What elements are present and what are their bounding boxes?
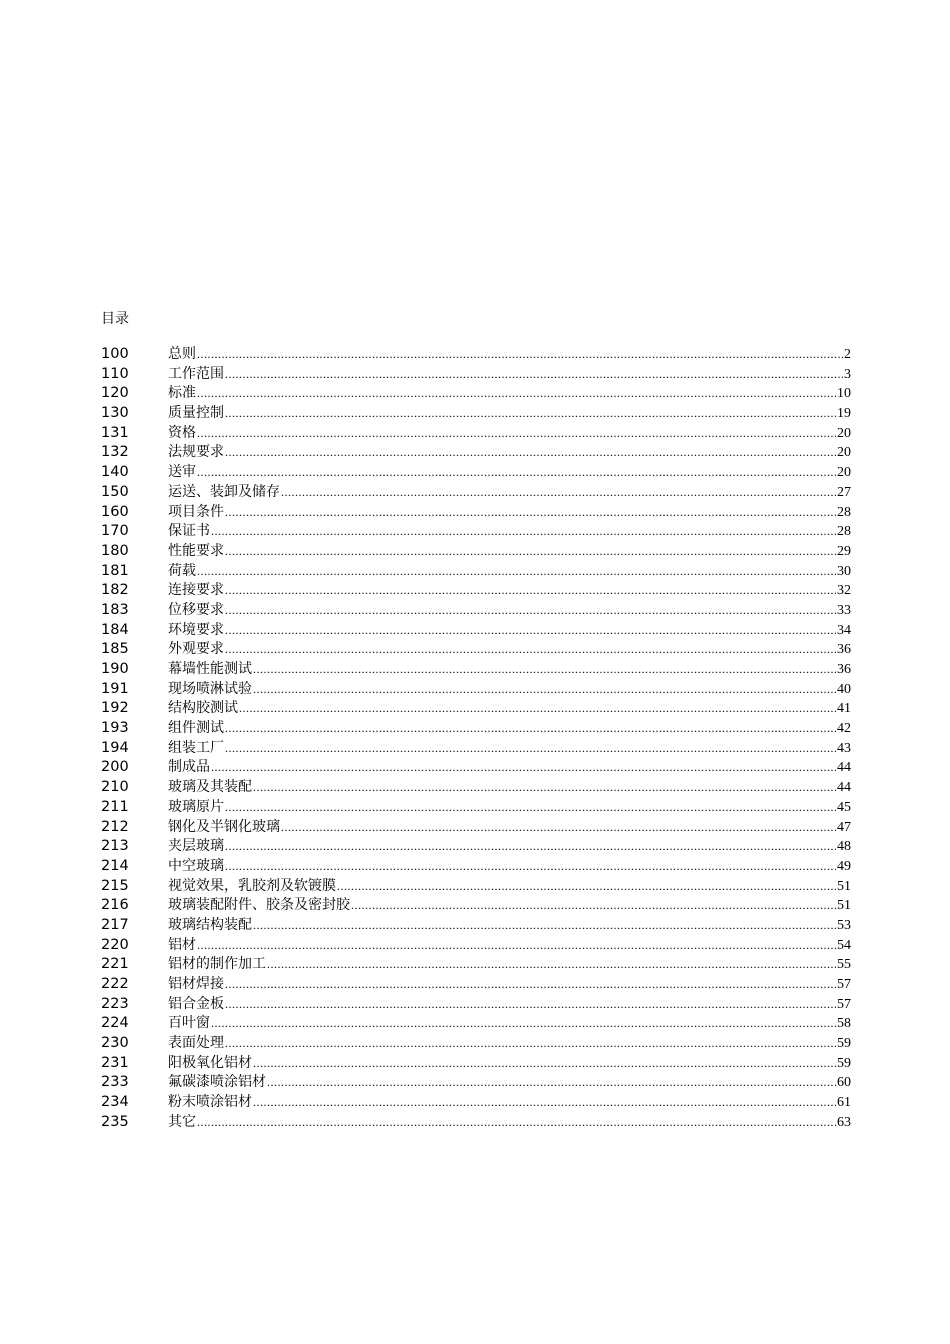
toc-dot-leader xyxy=(197,1113,836,1133)
toc-entry-title: 环境要求 xyxy=(168,621,224,638)
toc-entry[interactable] xyxy=(101,601,851,621)
toc-entry[interactable] xyxy=(101,877,851,897)
toc-entry[interactable] xyxy=(101,1093,851,1113)
toc-entry-number: 131 xyxy=(101,424,129,441)
toc-entry-title: 玻璃结构装配 xyxy=(168,916,252,933)
toc-entry-title: 外观要求 xyxy=(168,641,224,658)
toc-entry[interactable] xyxy=(101,1113,851,1133)
toc-dot-leader xyxy=(253,660,836,680)
toc-dot-leader xyxy=(197,463,836,483)
toc-entry[interactable] xyxy=(101,522,851,542)
toc-dot-leader xyxy=(225,798,836,818)
toc-entry-page: 29 xyxy=(837,543,851,559)
toc-entry-page: 49 xyxy=(837,858,851,874)
toc-dot-leader xyxy=(225,1034,836,1054)
toc-entry-title: 视觉效果，乳胶剂及软镀膜 xyxy=(168,877,336,894)
toc-dot-leader xyxy=(197,384,836,404)
toc-entry-number: 224 xyxy=(101,1015,129,1032)
toc-entry-title: 铝材 xyxy=(168,936,196,953)
toc-entry-number: 180 xyxy=(101,542,129,559)
toc-entry-page: 45 xyxy=(837,799,851,815)
toc-dot-leader xyxy=(225,503,836,523)
toc-entry-number: 110 xyxy=(101,365,129,382)
toc-entry[interactable] xyxy=(101,955,851,975)
toc-entry[interactable] xyxy=(101,443,851,463)
toc-entry-title: 标准 xyxy=(168,385,196,402)
toc-entry-number: 184 xyxy=(101,621,129,638)
toc-entry-number: 216 xyxy=(101,897,129,914)
toc-entry-page: 55 xyxy=(837,957,851,973)
toc-entry-title: 粉末喷涂铝材 xyxy=(168,1094,252,1111)
toc-entry-number: 215 xyxy=(101,877,129,894)
toc-entry-page: 36 xyxy=(837,642,851,658)
toc-entry-title: 项目条件 xyxy=(168,503,224,520)
toc-entry-title: 组件测试 xyxy=(168,720,224,737)
toc-entry-number: 160 xyxy=(101,503,129,520)
toc-entry[interactable] xyxy=(101,896,851,916)
toc-entry[interactable] xyxy=(101,916,851,936)
toc-entry-title: 钢化及半钢化玻璃 xyxy=(168,818,280,835)
toc-entry-number: 212 xyxy=(101,818,129,835)
toc-entry-title: 制成品 xyxy=(168,759,210,776)
toc-entry-number: 120 xyxy=(101,385,129,402)
toc-entry-title: 玻璃及其装配 xyxy=(168,779,252,796)
toc-entry-title: 工作范围 xyxy=(168,365,224,382)
toc-entry-number: 130 xyxy=(101,405,129,422)
toc-entry-number: 132 xyxy=(101,444,129,461)
toc-entry[interactable] xyxy=(101,1014,851,1034)
toc-entry[interactable] xyxy=(101,581,851,601)
toc-entry-page: 57 xyxy=(837,996,851,1012)
toc-entry-page: 10 xyxy=(837,386,851,402)
toc-entry-title: 法规要求 xyxy=(168,444,224,461)
toc-entry-title: 性能要求 xyxy=(168,542,224,559)
toc-entry-title: 阳极氧化铝材 xyxy=(168,1054,252,1071)
toc-entry-title: 铝材的制作加工 xyxy=(168,956,266,973)
toc-entry-number: 235 xyxy=(101,1113,129,1130)
toc-entry-number: 220 xyxy=(101,936,129,953)
toc-entry-title: 中空玻璃 xyxy=(168,857,224,874)
toc-entry-title: 资格 xyxy=(168,424,196,441)
toc-entry-number: 190 xyxy=(101,661,129,677)
toc-entry[interactable] xyxy=(101,758,851,778)
toc-entry-page: 36 xyxy=(837,662,851,677)
toc-dot-leader xyxy=(253,680,836,700)
toc-entry-title: 保证书 xyxy=(168,523,210,540)
toc-entry[interactable] xyxy=(101,365,851,385)
toc-entry-page: 43 xyxy=(837,740,851,756)
toc-entry-number: 140 xyxy=(101,464,129,481)
toc-entry-page: 42 xyxy=(837,721,851,737)
toc-entry-number: 100 xyxy=(101,346,129,362)
toc-dot-leader xyxy=(225,837,836,857)
toc-entry-title: 其它 xyxy=(168,1113,196,1130)
toc-dot-leader xyxy=(253,1054,836,1074)
toc-entry-number: 170 xyxy=(101,523,129,540)
toc-entry-number: 192 xyxy=(101,700,129,717)
toc-entry[interactable] xyxy=(101,384,851,404)
toc-entry[interactable] xyxy=(101,621,851,641)
toc-entry-number: 191 xyxy=(101,680,129,697)
toc-entry-page: 41 xyxy=(837,701,851,717)
toc-entry-number: 194 xyxy=(101,739,129,756)
toc-entry[interactable] xyxy=(101,699,851,719)
toc-entry[interactable] xyxy=(101,1054,851,1074)
toc-entry[interactable] xyxy=(101,818,851,838)
toc-entry-page: 30 xyxy=(837,563,851,579)
toc-entry-page: 20 xyxy=(837,425,851,441)
toc-entry-title: 质量控制 xyxy=(168,405,224,422)
toc-entry-number: 183 xyxy=(101,601,129,618)
toc-entry-number: 234 xyxy=(101,1094,129,1111)
toc-entry-page: 28 xyxy=(837,504,851,520)
toc-entry-title: 总则 xyxy=(168,346,196,362)
toc-entry-number: 185 xyxy=(101,641,129,658)
toc-entry-page: 40 xyxy=(837,681,851,697)
toc-entry-number: 210 xyxy=(101,779,129,796)
toc-entry-page: 28 xyxy=(837,524,851,540)
toc-entry-number: 217 xyxy=(101,916,129,933)
toc-entry-number: 221 xyxy=(101,956,129,973)
toc-dot-leader xyxy=(225,542,836,562)
toc-entry-page: 19 xyxy=(837,406,851,422)
toc-entry[interactable] xyxy=(101,798,851,818)
toc-entry-number: 182 xyxy=(101,582,129,599)
toc-dot-leader xyxy=(211,758,836,778)
toc-entry[interactable] xyxy=(101,778,851,798)
toc-entry-page: 59 xyxy=(837,1055,851,1071)
toc-entry-page: 51 xyxy=(837,898,851,914)
toc-entry-page: 20 xyxy=(837,445,851,461)
toc-entry-number: 200 xyxy=(101,759,129,776)
toc-entry-number: 214 xyxy=(101,857,129,874)
toc-dot-leader xyxy=(225,995,836,1015)
toc-entry-title: 连接要求 xyxy=(168,582,224,599)
toc-entry[interactable] xyxy=(101,660,851,680)
toc-entry-page: 32 xyxy=(837,583,851,599)
toc-dot-leader xyxy=(225,719,836,739)
toc-entry-title: 铝材焊接 xyxy=(168,976,224,992)
toc-entry-title: 表面处理 xyxy=(168,1035,224,1052)
toc-dot-leader xyxy=(211,522,836,542)
toc-entry-title: 运送、装卸及储存 xyxy=(168,483,280,500)
toc-dot-leader xyxy=(267,1073,836,1093)
toc-heading: 目录 xyxy=(101,311,129,327)
toc-entry-page: 59 xyxy=(837,1036,851,1052)
toc-dot-leader xyxy=(351,896,836,916)
toc-dot-leader xyxy=(211,1014,836,1034)
toc-entry-page: 58 xyxy=(837,1016,851,1032)
toc-entry[interactable] xyxy=(101,995,851,1015)
toc-entry-page: 61 xyxy=(837,1095,851,1111)
toc-dot-leader xyxy=(197,562,836,582)
toc-entry[interactable] xyxy=(101,542,851,562)
toc-entry[interactable] xyxy=(101,680,851,700)
toc-entry-title: 夹层玻璃 xyxy=(168,838,224,855)
toc-entry-number: 193 xyxy=(101,720,129,737)
toc-entry-title: 荷载 xyxy=(168,562,196,579)
toc-dot-leader xyxy=(281,483,836,503)
toc-entry-title: 氟碳漆喷涂铝材 xyxy=(168,1074,266,1091)
toc-entry-title: 送审 xyxy=(168,464,196,481)
toc-entry-number: 211 xyxy=(101,798,129,815)
toc-entry-page: 27 xyxy=(837,484,851,500)
toc-entry[interactable] xyxy=(101,424,851,444)
toc-dot-leader xyxy=(225,365,843,385)
toc-entry-page: 3 xyxy=(844,366,851,382)
toc-entry-title: 现场喷淋试验 xyxy=(168,680,252,697)
toc-entry-page: 60 xyxy=(837,1075,851,1091)
toc-entry-page: 63 xyxy=(837,1114,851,1130)
toc-dot-leader xyxy=(337,877,836,897)
toc-entry-page: 33 xyxy=(837,602,851,618)
toc-dot-leader xyxy=(281,818,836,838)
toc-entry[interactable] xyxy=(101,975,851,995)
toc-dot-leader xyxy=(225,975,836,995)
toc-dot-leader xyxy=(239,699,836,719)
toc-entry[interactable] xyxy=(101,503,851,523)
toc-dot-leader xyxy=(197,424,836,444)
toc-dot-leader xyxy=(253,916,836,936)
toc-entry-title: 玻璃装配附件、胶条及密封胶 xyxy=(168,897,350,914)
toc-dot-leader xyxy=(225,581,836,601)
toc-dot-leader xyxy=(267,955,836,975)
toc-entry[interactable] xyxy=(101,562,851,582)
toc-dot-leader xyxy=(225,601,836,621)
toc-entry[interactable] xyxy=(101,936,851,956)
toc-dot-leader xyxy=(253,1093,836,1113)
toc-entry-page: 48 xyxy=(837,839,851,855)
toc-entry[interactable] xyxy=(101,857,851,877)
toc-entry-title: 玻璃原片 xyxy=(168,798,224,815)
toc-entry-title: 铝合金板 xyxy=(168,995,224,1012)
toc-entry[interactable] xyxy=(101,345,851,365)
table-of-contents xyxy=(101,345,851,1133)
toc-entry-title: 百叶窗 xyxy=(168,1015,210,1032)
toc-dot-leader xyxy=(197,936,836,956)
toc-dot-leader xyxy=(197,345,843,365)
toc-entry[interactable] xyxy=(101,640,851,660)
toc-entry-number: 231 xyxy=(101,1054,129,1071)
toc-entry-page: 53 xyxy=(837,917,851,933)
toc-dot-leader xyxy=(225,640,836,660)
toc-entry-number: 233 xyxy=(101,1074,129,1091)
toc-entry-page: 2 xyxy=(844,347,851,362)
toc-entry-page: 44 xyxy=(837,760,851,776)
toc-entry[interactable] xyxy=(101,719,851,739)
toc-entry-page: 34 xyxy=(837,622,851,638)
toc-entry[interactable] xyxy=(101,739,851,759)
toc-dot-leader xyxy=(225,621,836,641)
toc-entry-page: 57 xyxy=(837,977,851,992)
toc-dot-leader xyxy=(225,857,836,877)
toc-dot-leader xyxy=(225,404,836,424)
toc-entry-title: 组装工厂 xyxy=(168,739,224,756)
toc-entry[interactable] xyxy=(101,404,851,424)
toc-entry[interactable] xyxy=(101,1073,851,1093)
toc-entry[interactable] xyxy=(101,483,851,503)
toc-entry[interactable] xyxy=(101,837,851,857)
toc-entry[interactable] xyxy=(101,463,851,483)
toc-entry-title: 幕墙性能测试 xyxy=(168,661,252,677)
toc-dot-leader xyxy=(225,443,836,463)
toc-entry-number: 213 xyxy=(101,838,129,855)
toc-entry-number: 222 xyxy=(101,976,129,992)
toc-entry-page: 54 xyxy=(837,937,851,953)
toc-entry-title: 位移要求 xyxy=(168,601,224,618)
toc-entry-page: 44 xyxy=(837,780,851,796)
toc-entry-number: 150 xyxy=(101,483,129,500)
toc-dot-leader xyxy=(253,778,836,798)
toc-entry-page: 51 xyxy=(837,878,851,894)
toc-dot-leader xyxy=(225,739,836,759)
toc-entry-page: 20 xyxy=(837,465,851,481)
toc-entry[interactable] xyxy=(101,1034,851,1054)
toc-entry-title: 结构胶测试 xyxy=(168,700,238,717)
toc-entry-page: 47 xyxy=(837,819,851,835)
toc-entry-number: 181 xyxy=(101,562,129,579)
toc-entry-number: 230 xyxy=(101,1035,129,1052)
toc-entry-number: 223 xyxy=(101,995,129,1012)
